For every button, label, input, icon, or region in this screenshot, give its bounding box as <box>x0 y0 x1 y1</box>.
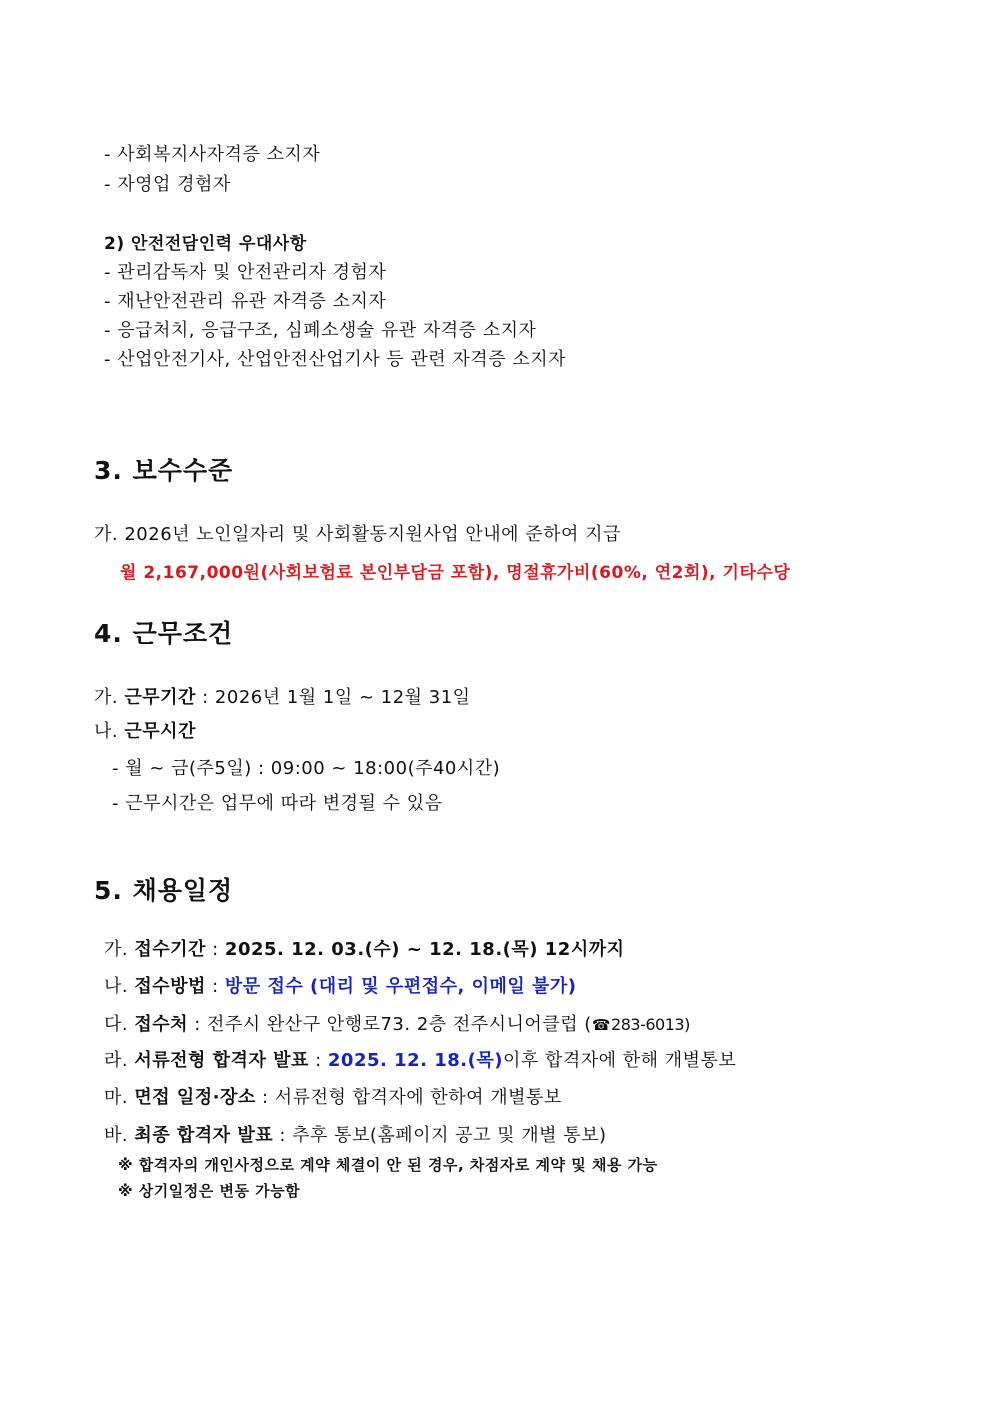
row-label: 접수방법 <box>134 976 206 997</box>
row-sep: : <box>273 1125 293 1146</box>
row-prefix: 다. <box>104 1014 135 1035</box>
row-sep: : <box>308 1050 328 1071</box>
pay-amount: 월 2,167,000원(사회보험료 본인부담금 포함), 명절휴가비(60%, 연2회), 기타수당 <box>120 563 791 583</box>
safety-preference-heading: 2) 안전전담인력 우대사항 <box>104 234 307 254</box>
work-period-value: : 2026년 1월 1일 ~ 12월 31일 <box>195 687 471 708</box>
schedule-row-interview <box>104 1083 562 1109</box>
row-value: 2025. 12. 18.(목) <box>327 1050 503 1071</box>
schedule-row-final-result <box>104 1121 607 1147</box>
qualification-item: - 자영업 경험자 <box>104 174 231 195</box>
row-label: 면접 일정·장소 <box>134 1087 256 1108</box>
row-value-rest: 이후 합격자에 한해 개별통보 <box>502 1050 737 1071</box>
work-hours-item: - 근무시간은 업무에 따라 변경될 수 있음 <box>112 793 443 814</box>
row-prefix: 나. <box>104 976 135 997</box>
safety-preference-item: - 재난안전관리 유관 자격증 소지자 <box>104 291 387 312</box>
work-hours-prefix: 나. <box>94 721 125 742</box>
row-prefix: 라. <box>104 1050 135 1071</box>
schedule-row-application-method <box>104 972 577 998</box>
row-prefix: 가. <box>104 939 135 960</box>
schedule-note: ※ 상기일정은 변동 가능함 <box>118 1182 301 1200</box>
row-label: 접수기간 <box>134 939 206 960</box>
qualification-item: - 사회복지사자격증 소지자 <box>104 144 321 165</box>
pay-basis: 가. 2026년 노인일자리 및 사회활동지원사업 안내에 준하여 지급 <box>94 524 621 545</box>
row-sep: : <box>205 939 225 960</box>
phone-icon: ☎ <box>591 1016 612 1034</box>
row-prefix: 바. <box>104 1125 135 1146</box>
work-period-prefix: 가. <box>94 687 125 708</box>
schedule-row-application-place <box>104 1010 690 1036</box>
section-title-schedule: 5. 채용일정 <box>94 876 234 905</box>
row-value: 서류전형 합격자에 한하여 개별통보 <box>274 1087 562 1108</box>
row-sep: : <box>188 1014 208 1035</box>
section-title-pay: 3. 보수수준 <box>94 456 234 485</box>
schedule-note: ※ 합격자의 개인사정으로 계약 체결이 안 된 경우, 차점자로 계약 및 채용 가능 <box>118 1156 658 1174</box>
work-hours-item: - 월 ~ 금(주5일) : 09:00 ~ 18:00(주40시간) <box>112 758 501 779</box>
section-title-work: 4. 근무조건 <box>94 619 234 648</box>
safety-preference-item: - 관리감독자 및 안전관리자 경험자 <box>104 262 387 283</box>
schedule-row-document-result <box>104 1046 736 1072</box>
row-value: 2025. 12. 03.(수) ~ 12. 18.(목) 12시까지 <box>224 939 625 960</box>
row-prefix: 마. <box>104 1087 135 1108</box>
row-value: 추후 통보(홈페이지 공고 및 개별 통보) <box>292 1125 607 1146</box>
work-hours-label: 근무시간 <box>124 721 196 742</box>
row-sep: : <box>255 1087 275 1108</box>
work-period <box>94 683 471 709</box>
safety-preference-item: - 응급처치, 응급구조, 심폐소생술 유관 자격증 소지자 <box>104 320 537 341</box>
work-period-label: 근무기간 <box>124 687 196 708</box>
row-label: 최종 합격자 발표 <box>134 1125 274 1146</box>
row-value: 방문 접수 (대리 및 우편접수, 이메일 불가) <box>224 976 577 997</box>
phone-number: 283-6013) <box>611 1015 690 1034</box>
row-label: 서류전형 합격자 발표 <box>134 1050 309 1071</box>
safety-preference-item: - 산업안전기사, 산업안전산업기사 등 관련 자격증 소지자 <box>104 349 566 370</box>
row-sep: : <box>205 976 225 997</box>
schedule-row-application-period <box>104 935 624 961</box>
row-value: 전주시 완산구 안행로73. 2층 전주시니어클럽 ( <box>207 1014 592 1035</box>
work-hours <box>94 717 196 743</box>
row-label: 접수처 <box>134 1014 189 1035</box>
